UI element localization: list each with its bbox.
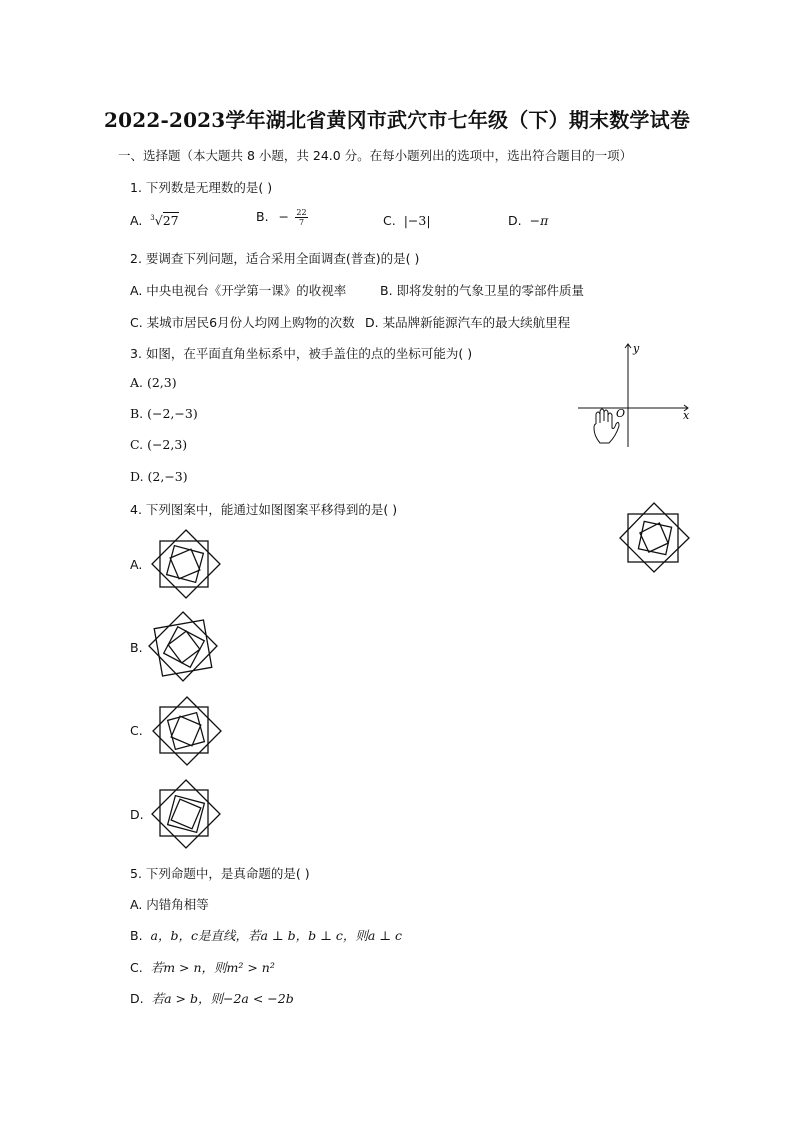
- x-arrow-icon: [684, 405, 688, 411]
- q1-option-a: [130, 213, 179, 228]
- q1-fraction-num: 22: [296, 208, 307, 217]
- q5-option-c: [130, 958, 275, 976]
- q3-option-b: B. (−2,−3): [130, 406, 198, 421]
- q2-option-b: B. 即将发射的气象卫星的零部件质量: [380, 283, 585, 298]
- q5-option-c-text: 若m > n，则m² > n²: [150, 960, 275, 975]
- pattern-option-d: [152, 780, 220, 848]
- q1-cube-root: [150, 213, 178, 228]
- q1-option-c: [383, 213, 431, 228]
- q5-option-b: [130, 926, 402, 944]
- q2-option-d: D. 某品牌新能源汽车的最大续航里程: [365, 315, 571, 330]
- q3-option-c: C. (−2,3): [130, 437, 188, 452]
- q2-stem: 2. 要调查下列问题，适合采用全面调查(普查)的是( ): [130, 251, 420, 266]
- q2-option-a: A. 中央电视台《开学第一课》的收视率: [130, 283, 347, 298]
- q1-option-c-value: |−3|: [403, 213, 431, 228]
- q4-option-b: B.: [130, 640, 143, 655]
- q1-option-c-label: C.: [383, 213, 396, 228]
- q4-option-d: D.: [130, 807, 144, 822]
- q1-fraction-den: 7: [298, 218, 305, 227]
- q5-option-d: [130, 989, 294, 1007]
- y-arrow-icon: [625, 344, 631, 348]
- q5-option-b-label: B.: [130, 928, 143, 943]
- q5-option-d-text: 若a > b，则−2a < −2b: [151, 991, 294, 1006]
- q1-option-b-sign: −: [278, 209, 290, 224]
- q2-option-c: C. 某城市居民6月份人均网上购物的次数: [130, 315, 355, 330]
- origin-label: O: [616, 407, 626, 420]
- section-heading: 一、选择题（本大题共 8 小题，共 24.0 分。在每小题列出的选项中，选出符合题目的一项）: [118, 148, 633, 163]
- pattern-option-c: [153, 697, 221, 765]
- pattern-option-a: [152, 530, 220, 598]
- hand-icon: [594, 409, 619, 443]
- q4-option-a: A.: [130, 557, 143, 572]
- q1-stem: 1. 下列数是无理数的是( ): [130, 180, 273, 195]
- q1-radicand: 27: [162, 213, 179, 228]
- pattern-option-b: [149, 612, 217, 681]
- q1-root-index: 3: [150, 213, 155, 222]
- q5-option-b-text: a，b，c是直线，若a ⊥ b，b ⊥ c，则a ⊥ c: [150, 928, 403, 943]
- q5-option-a: A. 内错角相等: [130, 897, 209, 912]
- reference-pattern: [620, 503, 689, 572]
- x-axis-label: x: [683, 409, 690, 422]
- q1-option-a-label: A.: [130, 213, 143, 228]
- q1-fraction: [295, 208, 308, 227]
- q3-stem: 3. 如图，在平面直角坐标系中，被手盖住的点的坐标可能为( ): [130, 346, 473, 361]
- radical-icon: √: [154, 213, 163, 228]
- q1-option-d: [508, 213, 548, 228]
- q5-option-d-label: D.: [130, 991, 144, 1006]
- q1-option-d-value: −π: [529, 213, 549, 228]
- q1-option-b-label: B.: [256, 209, 269, 224]
- q3-option-a: A. (2,3): [130, 375, 177, 390]
- y-axis-label: y: [633, 342, 640, 355]
- q5-stem: 5. 下列命题中，是真命题的是( ): [130, 866, 310, 881]
- q4-stem: 4. 下列图案中，能通过如图图案平移得到的是( ): [130, 502, 398, 517]
- q1-option-d-label: D.: [508, 213, 522, 228]
- q4-option-c: C.: [130, 723, 143, 738]
- q3-option-d: D. (2,−3): [130, 469, 188, 484]
- q1-option-b: [256, 208, 308, 227]
- q5-option-c-label: C.: [130, 960, 143, 975]
- page-title: 2022-2023学年湖北省黄冈市武穴市七年级（下）期末数学试卷: [103, 108, 691, 132]
